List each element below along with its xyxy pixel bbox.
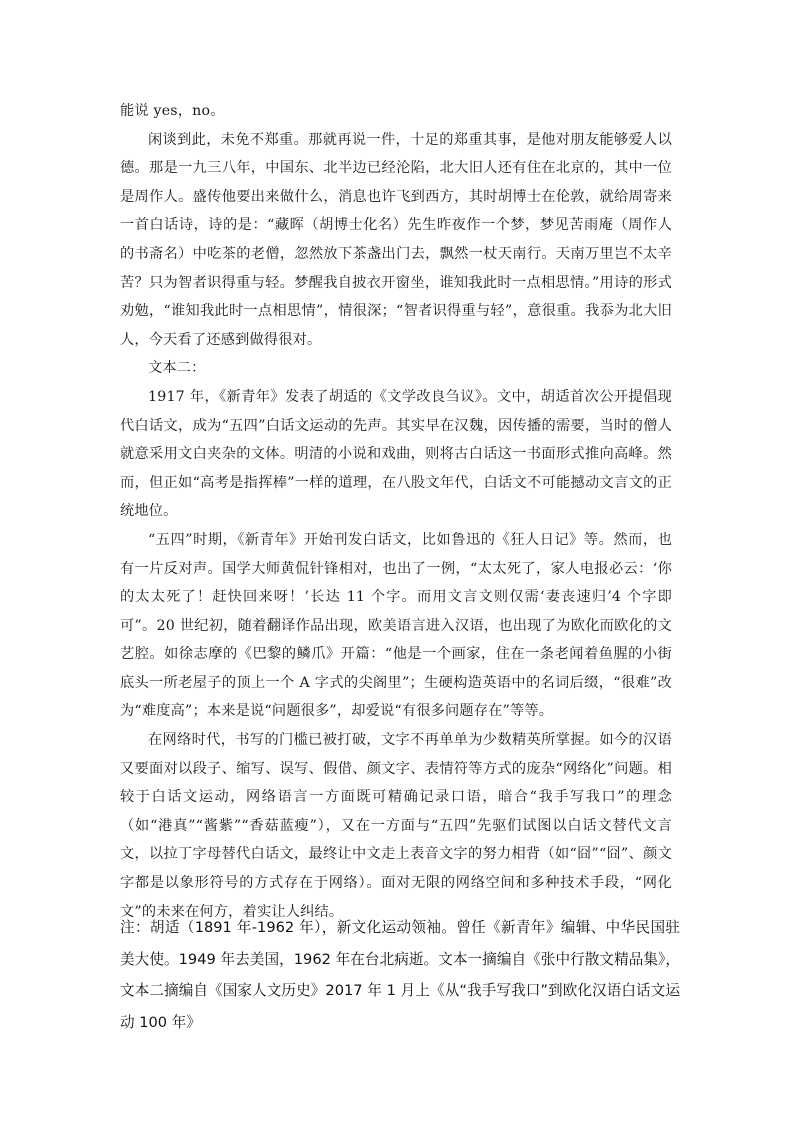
section-title-text-two: 文本二： [148,360,206,377]
paragraph-internet-era: 在网络时代，书写的门槛已被打破，文字不再单单为少数精英所掌握。如今的汉语又要面对以段子、缩写、误写、假借、颜文字、表情符等方式的庞杂“网络化”问题。相较于白话文运动，网络语言一方面既可精确记录口语，暗合“我手写我口”的理念（如“港真”“酱紫”“香菇蓝瘦”），又在一方面与“五四”先驱们试图以白话文替代文言文，以拉丁字母替代白话文，最终让中文走上表音文字的努力相背（如“囧”“囧”、颜文字都是以象形符号的方式存在于网络）。面对无限的网络空间和多种技术手段，“网化文”的未来在何方，着实让人纠结。 [120,732,672,920]
paragraph-hu-shi-poem: 闲谈到此，未免不郑重。那就再说一件，十足的郑重其事，是他对朋友能够爱人以德。那是一九三八年，中国东、北半边已经沦陷，北大旧人还有住在北京的，其中一位是周作人。盛传他要出来做什么，消息也许飞到西方，其时胡博士在伦敦，就给周寄来一首白话诗，诗的是：“藏晖（胡博士化名）先生昨夜作一个梦，梦见苦雨庵（周作人的书斋名）中吃茶的老僧，忽然放下茶盏出门去，飘然一杖天南行。天南万里岂不太辛苦？只为智者识得重与轻。梦醒我自披衣开窗坐，谁知我此时一点相思情。”用诗的形式劝勉，“谁知我此时一点相思情”，情很深；“智者识得重与轻”，意很重。我忝为北大旧人，今天看了还感到做得很对。 [120,131,672,348]
paragraph-new-youth-1917: 1917 年，《新青年》发表了胡适的《文学改良刍议》。文中，胡适首次公开提倡现代白话文，成为“五四”白话文运动的先声。其实早在汉魏，因传播的需要，当时的僧人就意采用文白夹杂的文体。明清的小说和戏曲，则将古白话这一书面形式推向高峰。然而，但正如“高考是指挥棒”一样的道理，在八股文年代，白话文不可能撼动文言文的正统地位。 [120,388,672,520]
paragraph-may-fourth-period: “五四”时期，《新青年》开始刊发白话文，比如鲁迅的《狂人日记》等。然而，也有一片反对声。国学大师黄侃针锋相对，也出了一例，“太太死了，家人电报必云：‘你的太太死了！赶快回来呀！’长达 11 个字。而用文言文则仅需‘妻丧速归’4 个字即可”。20 世纪初，随着翻译作品出现，欧美语言进入汉语，也出现了为欧化而欧化的文艺腔。如徐志摩的《巴黎的鳞爪》开篇：“他是一个画家，住在一条老闻着鱼腥的小街底头一所老屋子的顶上一个 A 字式的尖阁里”；生硬构造英语中的名词后缀，“很难”改为“难度高”；本来是说“问题很多”，却爱说“有很多问题存在”等等。 [120,531,672,720]
paragraph-continuation: 能说 yes，no。 [120,103,225,119]
footnote-text: 注：胡适（1891 年-1962 年），新文化运动领袖。曾任《新青年》编辑、中华民国驻美大使。1949 年去美国，1962 年在台北病逝。文本一摘编自《张中行散文精品集》，文本二摘编自《国家人文历史》2017 年 1 月上《从“我手写我口”到欧化汉语白话文运动 100 年》 [120,919,680,1031]
article-body [120,97,672,926]
footnote [120,912,680,1038]
